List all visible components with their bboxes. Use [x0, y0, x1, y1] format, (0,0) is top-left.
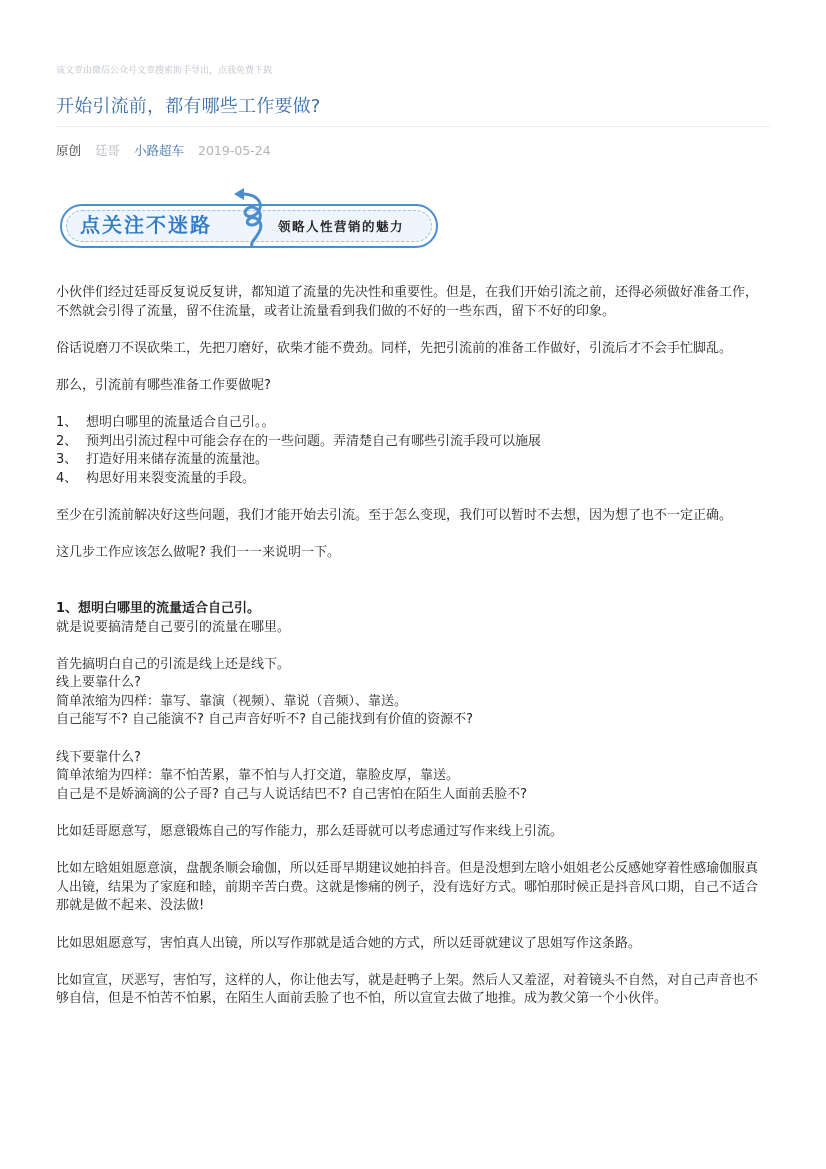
section-heading: 1、想明白哪里的流量适合自己引。 [56, 600, 261, 616]
paragraph: 至少在引流前解决好这些问题，我们才能开始去引流。至于怎么变现，我们可以暂时不去想，因为想了也不一定正确。 [56, 508, 733, 524]
article-title: 开始引流前，都有哪些工作要做? [56, 96, 321, 117]
paragraph: 比如思姐愿意写，害怕真人出镜，所以写作那就是适合她的方式，所以廷哥就建议了思姐写作这条路。 [56, 935, 642, 951]
paragraph: 俗话说磨刀不误砍柴工，先把刀磨好，砍柴才能不费劲。同样，先把引流前的准备工作做好，引流后才不会手忙脚乱。 [56, 340, 733, 356]
list-text: 想明白哪里的流量适合自己引。。 [86, 415, 275, 431]
paragraph: 就是说要搞清楚自己要引的流量在哪里。 [56, 619, 291, 635]
author-name: 廷哥 [95, 143, 121, 158]
paragraph: 线下要靠什么? [56, 749, 141, 765]
list-item [56, 451, 770, 470]
paragraph: 自己能写不? 自己能演不? 自己声音好听不? 自己能找到有价值的资源不? [56, 712, 473, 728]
banner-sub-text: 领略人性营销的魅力 [278, 219, 405, 234]
swirl-arrow-icon [224, 186, 284, 256]
list-item [56, 470, 770, 489]
account-name-link[interactable]: 小路超车 [134, 143, 185, 158]
list-text: 打造好用来储存流量的流量池。 [86, 452, 269, 468]
list-number: 3、 [56, 452, 78, 468]
list-text: 构思好用来裂变流量的手段。 [86, 470, 256, 486]
list-number: 1、 [56, 415, 78, 431]
follow-banner [60, 186, 442, 268]
paragraph: 线上要靠什么? [56, 675, 141, 691]
publish-date: 2019-05-24 [198, 143, 271, 158]
paragraph: 简单浓缩为四样：靠写、靠演（视频）、靠说（音频）、靠送。 [56, 693, 408, 709]
paragraph: 首先搞明白自己的引流是线上还是线下。 [56, 656, 291, 672]
paragraph: 自己是不是娇滴滴的公子哥? 自己与人说话结巴不? 自己害怕在陌生人面前丢脸不? [56, 786, 527, 802]
paragraph: 比如左晗姐姐愿意演，盘靓条顺会瑜伽，所以廷哥早期建议她拍抖音。但是没想到左晗小姐姐老公反感她穿着性感瑜伽服真人出镜，结果为了家庭和睦，前期辛苦白费。这就是惨痛的例子，没有选好方式。哪怕那时候正是抖音风口期，自己不适合那就是做不起来、没法做! [56, 861, 759, 914]
list-item [56, 414, 770, 433]
original-tag: 原创 [56, 143, 82, 158]
paragraph: 简单浓缩为四样：靠不怕苦累，靠不怕与人打交道，靠脸皮厚，靠送。 [56, 768, 460, 784]
paragraph: 这几步工作应该怎么做呢? 我们一一来说明一下。 [56, 545, 341, 561]
paragraph: 那么，引流前有哪些准备工作要做呢? [56, 377, 271, 393]
list-text: 预判出引流过程中可能会存在的一些问题。弄清楚自己有哪些引流手段可以施展 [86, 433, 542, 449]
paragraph: 比如廷哥愿意写，愿意锻炼自己的写作能力，那么廷哥就可以考虑通过写作来线上引流。 [56, 824, 564, 840]
article-body [56, 284, 770, 1009]
paragraph: 比如宣宣，厌恶写，害怕写，这样的人，你让他去写，就是赶鸭子上架。然后人又羞涩，对着镜头不自然，对自己声音也不够自信，但是不怕苦不怕累，在陌生人面前丢脸了也不怕，所以宣宣去做了地推。成为教父第一个小伙伴。 [56, 972, 759, 1007]
paragraph: 小伙伴们经过廷哥反复说反复讲，都知道了流量的先决性和重要性。但是，在我们开始引流之前，还得必须做好准备工作，不然就会引得了流量，留不住流量，或者让流量看到我们做的不好的一些东西，留下不好的印象。 [56, 285, 759, 319]
title-divider [56, 126, 770, 127]
list-number: 2、 [56, 433, 78, 449]
banner-main-text: 点关注不迷路 [80, 213, 212, 237]
list-item [56, 433, 770, 452]
list-number: 4、 [56, 470, 78, 486]
article-meta [56, 141, 281, 159]
export-notice-link[interactable]: 该文章由微信公众号文章搜索助手导出，点我免费下载 [56, 66, 273, 76]
